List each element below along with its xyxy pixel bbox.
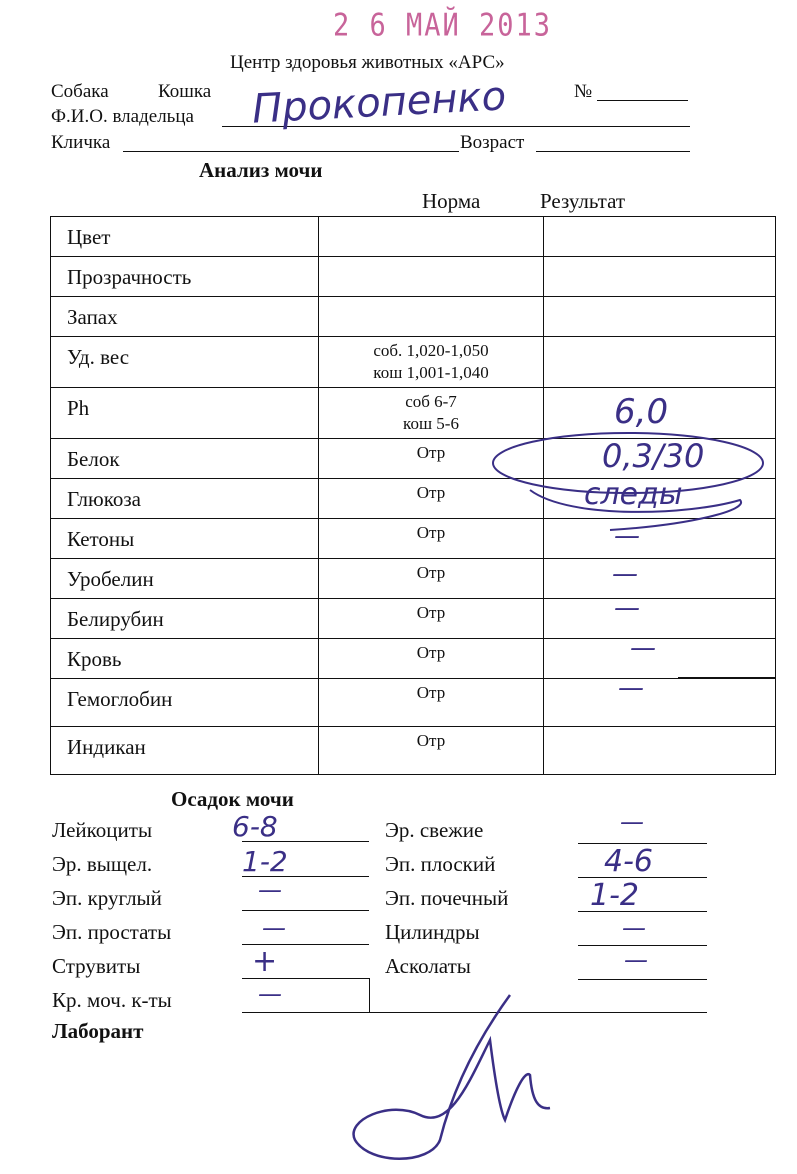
row-norm: соб 6-7 кош 5-6: [319, 388, 544, 439]
row-result: —: [544, 639, 776, 679]
sediment-value: 6-8: [232, 810, 278, 843]
owner-signature: Прокопенко: [250, 73, 508, 133]
extra-line: [678, 677, 776, 678]
sediment-label: Асколаты: [385, 954, 471, 978]
number-label: №: [574, 81, 593, 102]
clinic-name: Центр здоровья животных «АРС»: [230, 52, 505, 73]
row-result: 0,3/30: [544, 439, 776, 479]
age-line: [536, 151, 690, 152]
protein-loop: [493, 433, 763, 493]
table-row: [51, 559, 776, 599]
row-name: Индикан: [51, 727, 319, 775]
sediment-label: Эп. плоский: [385, 852, 496, 876]
sediment-line: [242, 910, 369, 911]
sediment-label: Эр. свежие: [385, 818, 484, 842]
row-name: Запах: [51, 297, 319, 337]
table-row: [51, 599, 776, 639]
norm-column-header: Норма: [422, 189, 481, 213]
row-norm: Отр: [319, 559, 544, 599]
sediment-value: —: [620, 808, 644, 836]
sediment-value: —: [624, 946, 648, 974]
table-row: [51, 217, 776, 257]
number-line: [597, 100, 688, 101]
row-result: [544, 337, 776, 388]
row-result: [544, 217, 776, 257]
row-norm: Отр: [319, 639, 544, 679]
pet-name-line: [123, 151, 459, 152]
row-norm: Отр: [319, 727, 544, 775]
handwriting-strokes: [490, 430, 790, 550]
row-name: Глюкоза: [51, 479, 319, 519]
row-name: Гемоглобин: [51, 679, 319, 727]
table-row: [51, 337, 776, 388]
result-column-header: Результат: [540, 189, 626, 213]
row-result: [544, 297, 776, 337]
pet-name-label: Кличка: [51, 132, 111, 153]
sediment-value: —: [622, 914, 646, 942]
sediment-label: Лейкоциты: [52, 818, 153, 842]
row-name: Кетоны: [51, 519, 319, 559]
sediment-value: —: [258, 876, 282, 904]
table-row: [51, 257, 776, 297]
row-name: Цвет: [51, 217, 319, 257]
row-norm: Отр: [319, 439, 544, 479]
row-result: 6,0: [544, 388, 776, 439]
owner-label: Ф.И.О. владельца: [51, 106, 194, 127]
row-name: Белирубин: [51, 599, 319, 639]
row-norm: Отр: [319, 679, 544, 727]
analysis-title: Анализ мочи: [199, 158, 323, 182]
age-label: Возраст: [460, 132, 525, 153]
row-norm: Отр: [319, 599, 544, 639]
row-result: —: [544, 679, 776, 727]
row-name: Прозрачность: [51, 257, 319, 297]
sediment-label: Кр. моч. к-ты: [52, 988, 172, 1012]
sediment-label: Эп. почечный: [385, 886, 509, 910]
sediment-label: Эр. выщел.: [52, 852, 153, 876]
row-name: Белок: [51, 439, 319, 479]
sediment-value: —: [262, 914, 286, 942]
table-row: [51, 639, 776, 679]
sediment-label: Цилиндры: [385, 920, 480, 944]
row-name: Ph: [51, 388, 319, 439]
sediment-value: +: [252, 944, 278, 979]
sediment-value: —: [258, 980, 282, 1008]
date-stamp: 2 6 МАЙ 2013: [333, 7, 553, 44]
row-name: Кровь: [51, 639, 319, 679]
row-name: Уробелин: [51, 559, 319, 599]
sediment-title: Осадок мочи: [171, 787, 294, 811]
row-result: —: [544, 519, 776, 559]
row-norm: [319, 217, 544, 257]
cat-label: Кошка: [158, 81, 212, 102]
sediment-label: Эп. простаты: [52, 920, 172, 944]
sediment-label: Эп. круглый: [52, 886, 162, 910]
signature-stroke: [354, 995, 550, 1159]
row-result: [544, 257, 776, 297]
table-row: [51, 679, 776, 727]
table-row: [51, 297, 776, 337]
sediment-value: 1-2: [590, 878, 639, 913]
table-row: [51, 727, 776, 775]
sediment-line: [578, 979, 707, 980]
row-norm: соб. 1,020-1,050 кош 1,001-1,040: [319, 337, 544, 388]
glucose-loop: [530, 490, 741, 530]
row-name: Уд. вес: [51, 337, 319, 388]
row-result: —: [544, 559, 776, 599]
row-result: следы: [544, 479, 776, 519]
row-result: —: [544, 599, 776, 639]
row-result: [544, 727, 776, 775]
sediment-label: Струвиты: [52, 954, 141, 978]
lab-assistant-label: Лаборант: [52, 1019, 144, 1043]
row-norm: Отр: [319, 479, 544, 519]
lab-signature: [300, 990, 580, 1170]
row-norm: [319, 257, 544, 297]
row-norm: [319, 297, 544, 337]
sediment-value: 4-6: [604, 844, 653, 879]
sediment-value: 1-2: [242, 845, 288, 878]
row-norm: Отр: [319, 519, 544, 559]
dog-label: Собака: [51, 81, 109, 102]
